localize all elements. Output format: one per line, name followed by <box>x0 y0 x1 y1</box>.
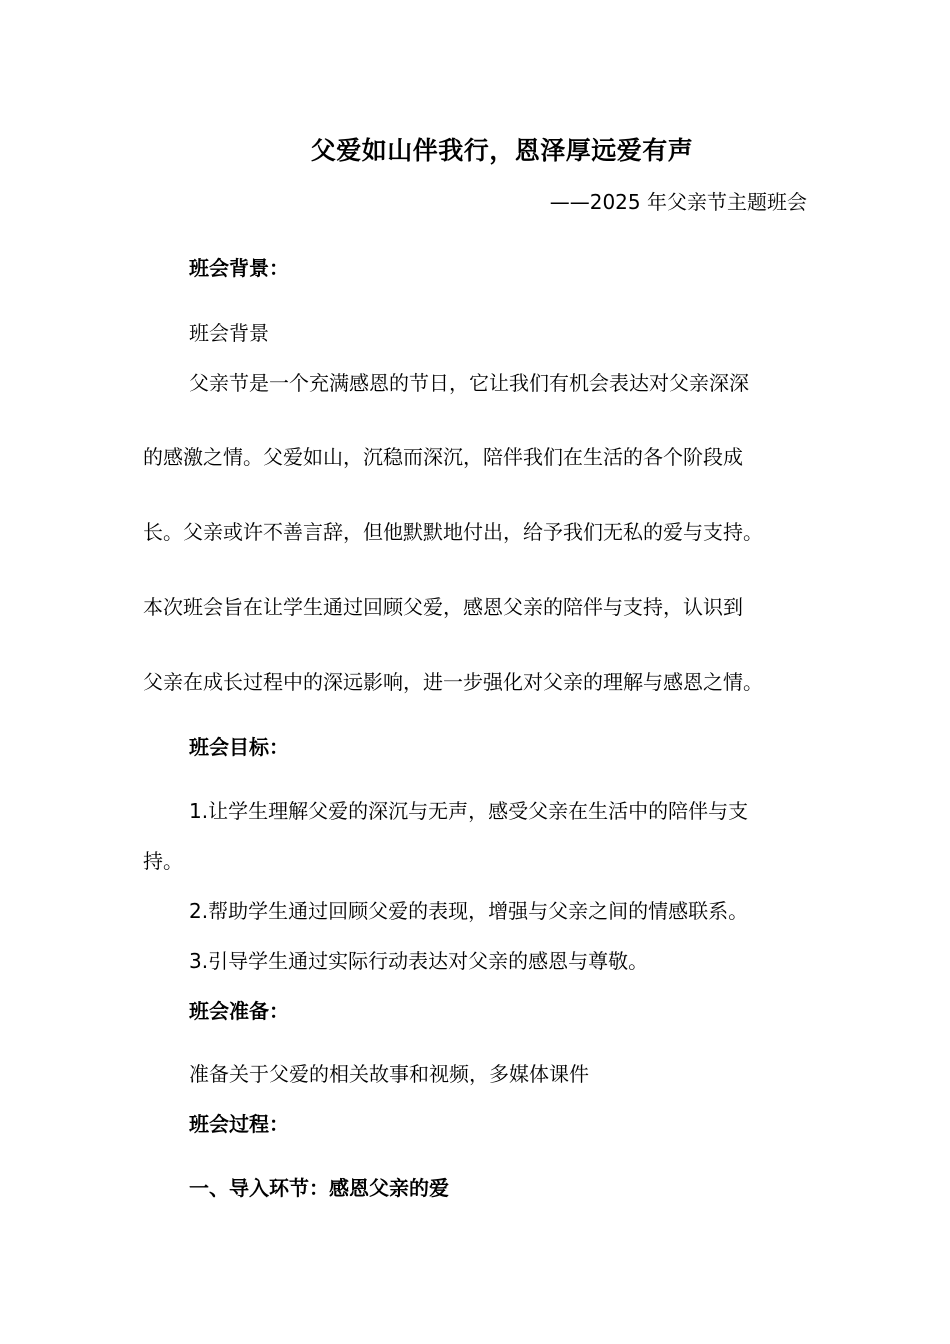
goals-heading: 班会目标： <box>189 735 289 759</box>
background-paragraph-line: 长。父亲或许不善言辞，但他默默地付出，给予我们无私的爱与支持。 <box>143 520 763 544</box>
document-title: 父爱如山伴我行，恩泽厚远爱有声 <box>310 136 694 165</box>
background-label: 班会背景 <box>189 321 269 345</box>
goal-item-1: 1.让学生理解父爱的深沉与无声，感受父亲在生活中的陪伴与支 <box>189 799 749 823</box>
process-heading: 班会过程： <box>189 1112 289 1136</box>
preparation-heading: 班会准备： <box>189 999 289 1023</box>
preparation-text: 准备关于父爱的相关故事和视频，多媒体课件 <box>189 1062 589 1086</box>
background-paragraph-line: 本次班会旨在让学生通过回顾父爱，感恩父亲的陪伴与支持，认识到 <box>143 595 743 619</box>
background-paragraph-line: 父亲在成长过程中的深远影响，进一步强化对父亲的理解与感恩之情。 <box>143 670 763 694</box>
process-section-1-heading: 一、导入环节：感恩父亲的爱 <box>189 1176 449 1200</box>
background-paragraph-line: 父亲节是一个充满感恩的节日，它让我们有机会表达对父亲深深 <box>189 371 749 395</box>
background-paragraph-line: 的感激之情。父爱如山，沉稳而深沉，陪伴我们在生活的各个阶段成 <box>143 445 743 469</box>
document-subtitle: ——2025 年父亲节主题班会 <box>549 190 807 214</box>
background-heading: 班会背景： <box>189 256 289 280</box>
goal-item-2: 2.帮助学生通过回顾父爱的表现，增强与父亲之间的情感联系。 <box>189 899 749 923</box>
goal-item-3: 3.引导学生通过实际行动表达对父亲的感恩与尊敬。 <box>189 949 649 973</box>
goal-item-1-continued: 持。 <box>143 849 183 873</box>
